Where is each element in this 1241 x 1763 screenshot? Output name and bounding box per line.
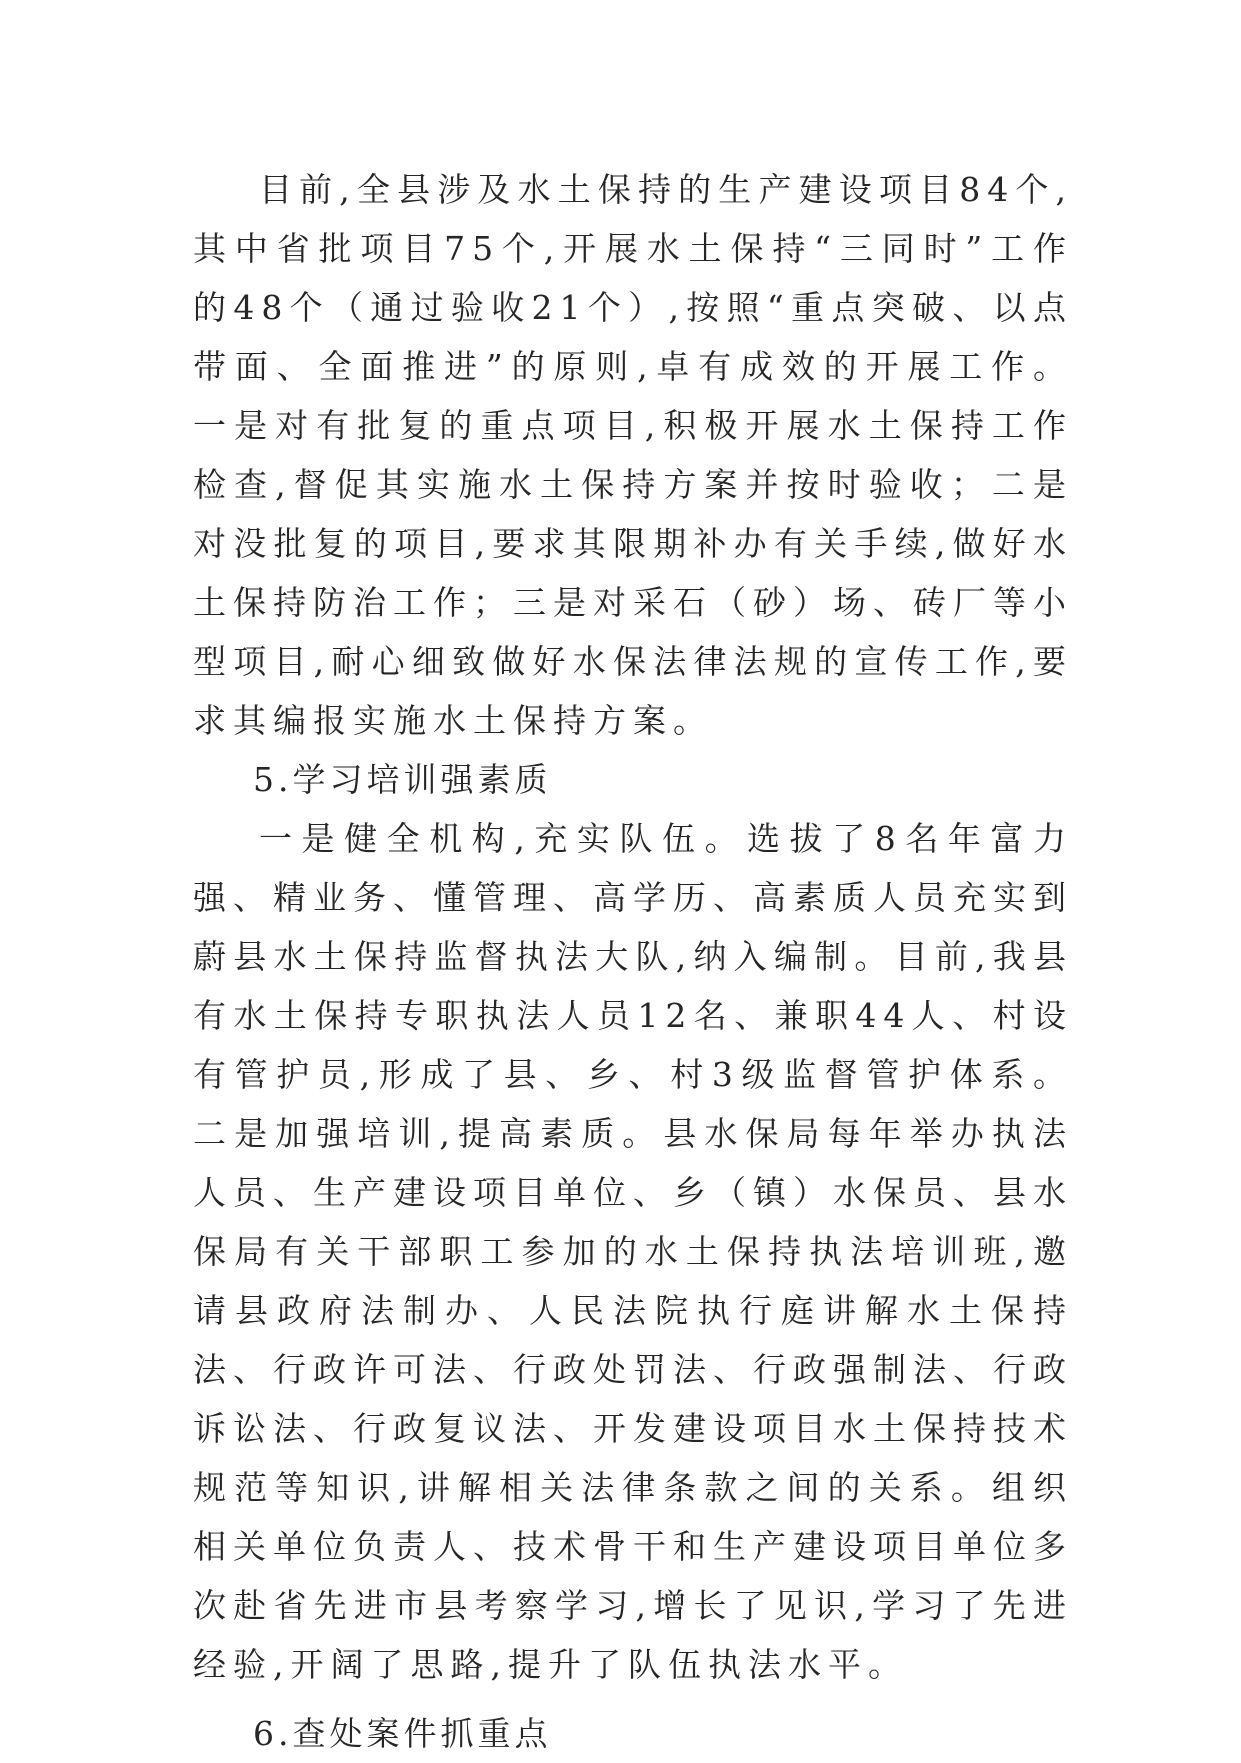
paragraph-training: 一是健全机构,充实队伍。选拔了8名年富力强、精业务、懂管理、高学历、高素质人员充实到蔚县水土保持监督执法大队,纳入编制。目前,我县有水土保持专职执法人员12名、兼职44人、村设有管护员,形成了县、乡、村3级监督管护体系。二是加强培训,提高素质。县水保局每年举办执法人员、生产建设项目单位、乡（镇）水保员、县水保局有关干部职工参加的水土保持执法培训班,邀请县政府法制办、人民法院执行庭讲解水土保持法、行政许可法、行政处罚法、行政强制法、行政诉讼法、行政复议法、开发建设项目水土保持技术规范等知识,讲解相关法律条款之间的关系。组织相关单位负责人、技术骨干和生产建设项目单位多次赴省先进市县考察学习,增长了见识,学习了先进经验,开阔了思路,提升了队伍执法水平。 — [193, 819, 1073, 1684]
section-heading-training: 5.学习培训强素质 — [253, 760, 552, 799]
document-body — [193, 160, 1073, 1763]
section-heading-case-handling: 6.查处案件抓重点 — [253, 1714, 552, 1753]
paragraph-project-supervision: 目前,全县涉及水土保持的生产建设项目84个,其中省批项目75个,开展水土保持“三同时”工作的48个（通过验收21个）,按照“重点突破、以点带面、全面推进”的原则,卓有成效的开展工作。一是对有批复的重点项目,积极开展水土保持工作检查,督促其实施水土保持方案并按时验收；二是对没批复的项目,要求其限期补办有关手续,做好水土保持防治工作；三是对采石（砂）场、砖厂等小型项目,耐心细致做好水保法律法规的宣传工作,要求其编报实施水土保持方案。 — [193, 170, 1073, 740]
